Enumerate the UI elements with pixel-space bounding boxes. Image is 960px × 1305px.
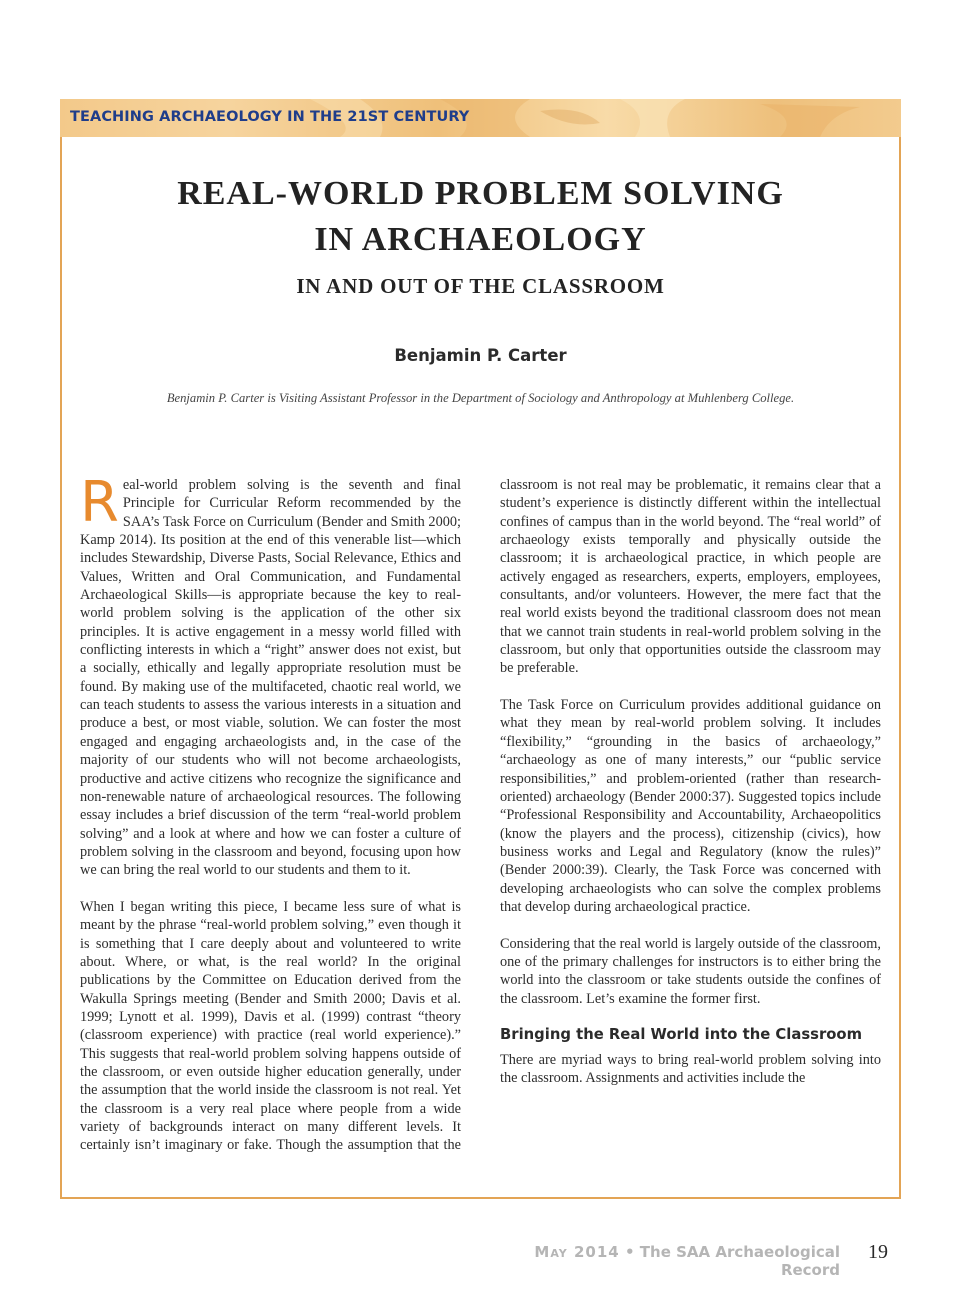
author-name: Benjamin P. Carter [394, 346, 567, 365]
footer-journal-line [520, 1243, 840, 1279]
article-title-line2: IN ARCHAEOLOGY [314, 221, 647, 258]
footer-month: May 2014 [534, 1243, 620, 1261]
footer-journal-name: The SAA Archaeological Record [639, 1243, 840, 1279]
paragraph-1 [80, 470, 461, 880]
author-affiliation: Benjamin P. Carter is Visiting Assistant Professor in the Department of Sociology and Anthropology at Muhlenberg College. [166, 391, 795, 405]
footer-bullet: • [624, 1243, 635, 1261]
series-title: TEACHING ARCHAEOLOGY IN THE 21ST CENTURY [70, 109, 470, 125]
paragraph-5: There are myriad ways to bring real-world problem solving into the classroom. Assignments and activities include the [500, 1051, 881, 1086]
series-banner [60, 99, 901, 137]
paragraph-2-continued: classroom is not real may be problematic, it remains clear that a student’s experience is distinctly different within the intellectual confines of campus than in the world beyond. The “real world” of archaeology exists temporally and physically outside the classroom; it is archaeological practice, in which people are actively engaged as researchers, experts, employers, employees, consultants, and/or volunteers. However, the mere fact that the real world exists beyond the traditional classroom does not mean that we cannot train students in real-world problem solving in the classroom, but only that opportunities outside the classroom may be preferable. [500, 477, 881, 677]
section-heading: Bringing the Real World into the Classroom [500, 1026, 862, 1044]
body-column-left [80, 470, 461, 1173]
paragraph-1-text: eal-world problem solving is the seventh and final Principle for Curricular Reform recommended by the SAA’s Task Force on Curriculum (Bender and Smith 2000; Kamp 2014). Its position at the end of this venerable list—which includes Stewardship, Diverse Pasts, Social Relevance, Ethics and Values, Written and Oral Communication, and Fundamental Archaeological Skills—is appropriate because the key to real-world problem solving is the application of the other six principles. It is active engagement in a messy world filled with conflicting interests in which a “right” answer does not exist, but a socially, ethically and legally appropriate resolution must be found. By making use of the multifaceted, chaotic real world, we can teach students to assess the various interests in a situation and produce a best, or most viable, solution. We can foster the most engaged and engaging archaeologists and, in the case of the majority of our students who will not become archaeologists, productive and active citizens who recognize the significance and non-renewable nature of archaeological resources. The following essay includes a brief discussion of the term “real-world problem solving” and a look at where and how we can foster a culture of problem solving in the classroom and beyond, focusing upon how we can bring the real world to our students and them to it. [80, 477, 461, 879]
page-number: 19 [868, 1241, 888, 1263]
drop-cap: R [80, 470, 119, 535]
article-title-line1: REAL-WORLD PROBLEM SOLVING [177, 175, 784, 212]
paragraph-3: The Task Force on Curriculum provides additional guidance on what they mean by real-world problem solving. It includes “flexibility,” “grounding in the basics of archaeology,” “archaeology as one of many interests,” our “public service responsibilities,” and problem-oriented (rather than research-oriented) archaeology (Bender 2000:37). Suggested topics include “Professional Responsibility and Accountability, Archaeopolitics (know the players and the process), citizenship (civics), how business works and Legal and Regulatory (know the rules)” (Bender 2000:39). Clearly, the Task Force was concerned with developing archaeologists who can solve the complex problems that develop during archaeological practice. [500, 697, 881, 915]
paragraph-2: When I began writing this piece, I became less sure of what is meant by the phrase “real-world problem solving,” even though it is something that I care deeply about and volunteered to write about. Where, or what, is the real world? In the original publications by the Committee on Education derived from the Wakulla Springs meeting (Bender and Smith 2000; Davis et al. 1999; Lynott et al. 1999), Davis et al. (1999) contrast “theory (classroom experience) with practice (real world experience).” This suggests that real-world problem solving happens outside of the classroom, or even outside higher education generally, under the assumption that the world inside the classroom is not real. Yet the classroom is a very real place where people from a wide variety of backgrounds interact on many different levels. It certainly isn’t imaginary or fake. Though the assumption that the [80, 898, 461, 1154]
paragraph-4: Considering that the real world is largely outside of the classroom, one of the primary challenges for instructors is to either bring the world into the classroom or take students outside the confines of the classroom. Let’s examine the former first. [500, 935, 881, 1007]
body-column-right [500, 476, 881, 1106]
article-subtitle: IN AND OUT OF THE CLASSROOM [296, 274, 665, 298]
